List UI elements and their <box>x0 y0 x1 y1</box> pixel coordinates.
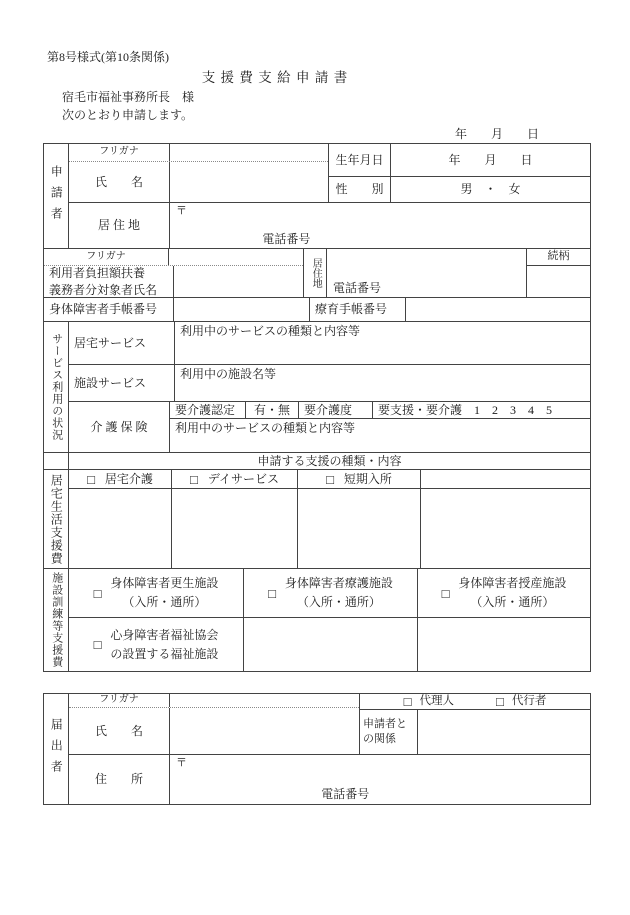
option-extra-cell <box>421 470 590 488</box>
checkbox-icon: □ <box>87 471 95 487</box>
rehabilitation-handbook-input <box>406 298 590 321</box>
applicant-section-label-cell <box>44 144 69 248</box>
notifier-relation-label <box>360 710 418 754</box>
notifier-section-label: 届出者 <box>49 717 64 781</box>
obligor-furigana-input <box>169 249 303 265</box>
facility-support-section-label: 施設訓練等支援費 <box>50 572 63 668</box>
service-use-section <box>44 322 590 453</box>
notifier-phone-label: 電話番号 <box>321 787 370 801</box>
home-care-detail-cell <box>69 489 172 568</box>
facility-service-note: 利用中の施設名等 <box>180 367 277 381</box>
applicant-section <box>44 144 590 249</box>
notifier-address-input <box>170 755 590 804</box>
option-home-care <box>69 470 172 488</box>
agent-option-label: 代理人 <box>419 695 454 708</box>
applicant-section-label: 申請者 <box>49 164 64 228</box>
agent-option <box>404 694 454 708</box>
service-use-section-label: サービス利用の状況 <box>50 333 63 441</box>
birthdate-blank: 年 月 日 <box>448 152 533 167</box>
facility-support-section <box>44 569 590 671</box>
obligor-name-label-line1: 利用者負担額扶養 <box>49 265 146 280</box>
obligor-name-label <box>44 266 174 297</box>
home-support-label-cell <box>44 470 69 568</box>
care-insurance-label: 介 護 保 険 <box>69 402 170 452</box>
gender-options: 男 ・ 女 <box>460 182 521 196</box>
obligor-address-label-cell <box>304 249 327 297</box>
checkbox-icon: □ <box>441 585 450 601</box>
applicant-furigana-label: フリガナ <box>69 144 170 161</box>
option-workshop-facility-sub: （入所・通所） <box>470 595 555 609</box>
physical-handbook-label: 身体障害者手帳番号 <box>44 298 174 321</box>
notifier-section-label-cell <box>44 694 69 804</box>
home-support-section <box>44 470 590 569</box>
applicant-address-input <box>170 203 590 248</box>
facility-service-label: 施設サービス <box>69 365 175 401</box>
option-welfare-association-facility <box>69 618 244 671</box>
checkbox-icon: □ <box>403 694 412 709</box>
obligor-furigana-label: フリガナ <box>44 249 169 265</box>
extra-detail-cell <box>421 489 590 568</box>
declaration-line: 次のとおり申請します。 <box>62 108 194 122</box>
rehabilitation-handbook-label: 療育手帳番号 <box>310 298 406 321</box>
notifier-relation-label-line1: 申請者と <box>363 717 407 730</box>
handbook-row <box>44 298 590 322</box>
obligor-name-input <box>174 266 303 297</box>
option-short-stay <box>298 470 421 488</box>
applicant-name-label: 氏 名 <box>69 162 170 202</box>
support-type-header: 申請する支援の種類・内容 <box>257 453 402 468</box>
relation-label: 続柄 <box>527 249 590 266</box>
day-service-detail-cell <box>172 489 298 568</box>
home-service-label: 居宅サービス <box>69 322 175 364</box>
main-table <box>43 143 591 672</box>
option-workshop-facility-label: 身体障害者授産施設 <box>458 576 567 591</box>
option-nursing-facility-label: 身体障害者療護施設 <box>284 576 393 591</box>
notifier-name-label: 氏 名 <box>69 708 170 754</box>
notifier-address-label: 住 所 <box>69 755 170 804</box>
option-day-service <box>172 470 298 488</box>
checkbox-icon: □ <box>93 585 102 601</box>
addressee: 宿毛市福祉事務所長 様 <box>62 90 195 104</box>
notifier-relation-label-line2: の関係 <box>363 733 396 745</box>
facility-empty-cell <box>418 618 590 671</box>
option-short-stay-label: 短期入所 <box>343 471 392 486</box>
facility-empty-cell <box>244 618 418 671</box>
birthdate-label: 生年月日 <box>329 144 391 176</box>
checkbox-icon: □ <box>496 694 504 709</box>
facility-support-label-cell <box>44 569 69 671</box>
gender-label: 性 別 <box>329 177 391 202</box>
applicant-furigana-input <box>170 144 328 161</box>
support-type-header-row <box>44 453 590 470</box>
applicant-name-input <box>170 162 328 202</box>
date-blank: 年 月 日 <box>455 127 540 141</box>
proxy-option <box>496 694 546 708</box>
option-rehabilitation-facility-label: 身体障害者更生施設 <box>110 576 219 591</box>
service-use-label-cell <box>44 322 69 452</box>
notifier-relation-input <box>418 710 590 754</box>
obligor-phone-label: 電話番号 <box>333 281 382 295</box>
form-title: 支 援 費 支 給 申 請 書 <box>201 70 349 85</box>
obligor-name-label-line2: 義務者分対象者氏名 <box>49 282 158 297</box>
care-certification-label: 要介護認定 <box>170 402 246 418</box>
care-level-label: 要介護度 <box>299 402 373 418</box>
option-home-care-label: 居宅介護 <box>104 471 153 486</box>
form-number: 第8号様式(第10条関係) <box>47 50 169 64</box>
checkbox-icon: □ <box>326 471 334 487</box>
option-day-service-label: デイサービス <box>207 471 280 486</box>
option-welfare-association-label: 心身障害者福祉協会 <box>110 627 219 642</box>
postal-mark-icon: 〒 <box>176 757 187 769</box>
care-level-options: 要支援・要介護 1 2 3 4 5 <box>378 402 553 417</box>
checkbox-icon: □ <box>189 471 198 487</box>
proxy-option-label: 代行者 <box>511 695 547 708</box>
home-service-note: 利用中のサービスの種類と内容等 <box>180 324 361 338</box>
obligor-section <box>44 249 590 298</box>
option-rehabilitation-facility-sub: （入所・通所） <box>122 595 207 609</box>
notifier-type-row <box>360 694 590 710</box>
option-nursing-facility-sub: （入所・通所） <box>296 595 381 609</box>
option-rehabilitation-facility <box>69 569 244 617</box>
option-welfare-association-sub: の設置する福祉施設 <box>110 646 219 661</box>
checkbox-icon: □ <box>268 585 276 601</box>
checkbox-icon: □ <box>93 637 102 652</box>
option-workshop-facility <box>418 569 590 617</box>
care-insurance-note: 利用中のサービスの種類と内容等 <box>175 421 356 435</box>
notifier-name-input <box>170 708 359 754</box>
physical-handbook-input <box>174 298 310 321</box>
applicant-address-label: 居 住 地 <box>69 203 170 248</box>
support-type-header-spacer <box>44 453 69 469</box>
care-certification-options: 有・無 <box>246 402 299 418</box>
postal-mark-icon: 〒 <box>176 205 187 217</box>
notifier-table <box>43 693 591 805</box>
applicant-phone-label: 電話番号 <box>262 232 311 246</box>
home-support-section-label: 居宅生活支援費 <box>49 473 64 565</box>
option-nursing-facility <box>244 569 418 617</box>
notifier-furigana-label: フリガナ <box>69 694 170 707</box>
relation-input <box>527 266 590 297</box>
notifier-furigana-input <box>170 694 359 707</box>
obligor-address-input <box>327 249 527 297</box>
short-stay-detail-cell <box>298 489 421 568</box>
obligor-address-label: 居住地 <box>310 258 322 288</box>
